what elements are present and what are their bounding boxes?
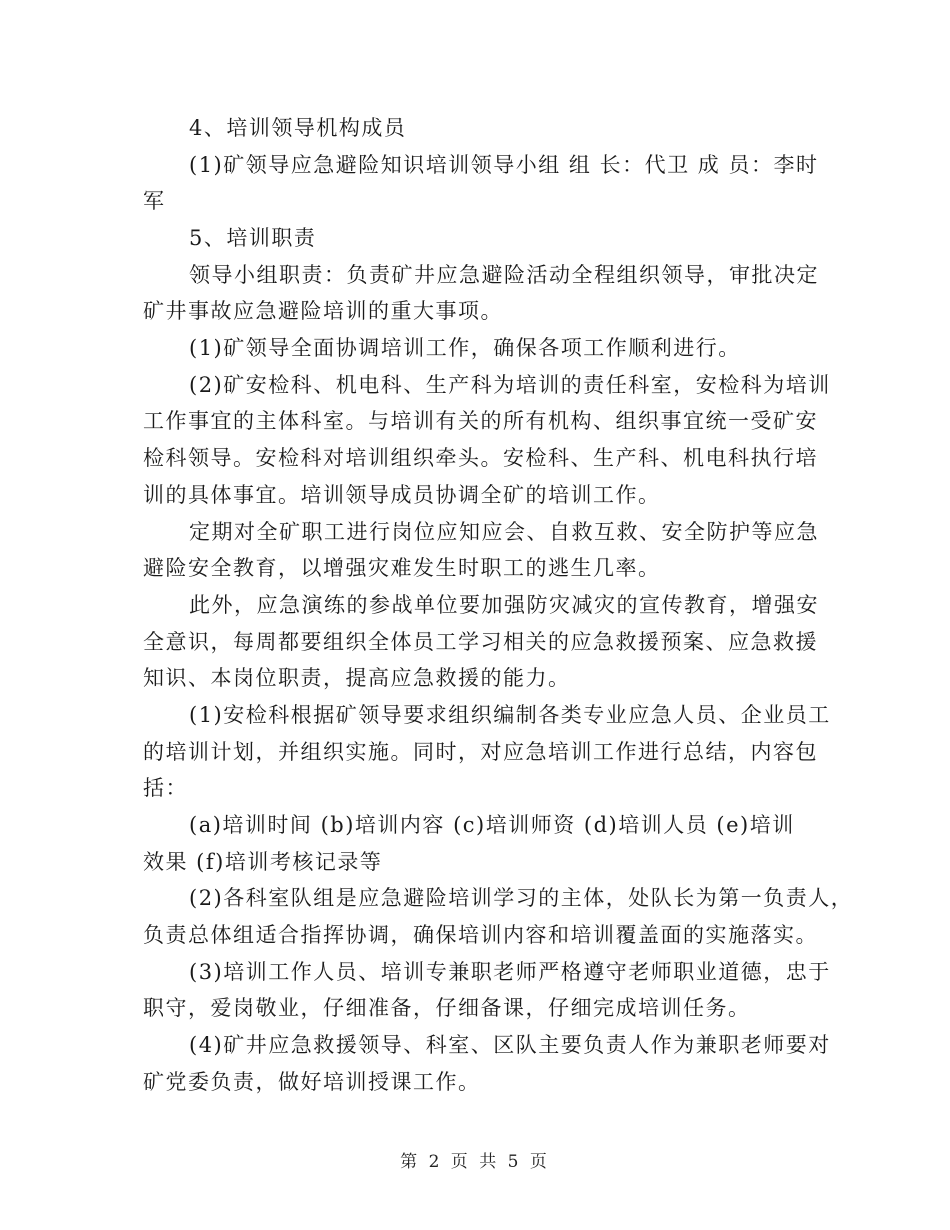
paragraph-line: (1)矿领导应急避险知识培训领导小组 组 长：代卫 成 员：李时 <box>189 153 819 177</box>
section-heading-5: 5、培训职责 <box>189 226 317 250</box>
paragraph-line: 全意识，每周都要组织全体员工学习相关的应急救援预案、应急救援 <box>143 630 818 654</box>
paragraph-line: (1)矿领导全面协调培训工作，确保各项工作顺利进行。 <box>189 336 741 360</box>
paragraph-line: 训的具体事宜。培训领导成员协调全矿的培训工作。 <box>143 483 661 507</box>
paragraph-line: 的培训计划，并组织实施。同时，对应急培训工作进行总结，内容包 <box>143 740 818 764</box>
paragraph-line: (2)矿安检科、机电科、生产科为培训的责任科室，安检科为培训 <box>189 373 831 397</box>
page-number-footer: 第 2 页 共 5 页 <box>400 1152 550 1172</box>
paragraph-line: 定期对全矿职工进行岗位应知应会、自救互救、安全防护等应急 <box>189 520 819 544</box>
paragraph-line: (4)矿井应急救援领导、科室、区队主要负责人作为兼职老师要对 <box>189 1033 831 1057</box>
paragraph-line: 矿井事故应急避险培训的重大事项。 <box>143 299 503 323</box>
section-heading-4: 4、培训领导机构成员 <box>189 116 407 140</box>
paragraph-line: 知识、本岗位职责，提高应急救援的能力。 <box>143 666 571 690</box>
paragraph-line: 职守，爱岗敬业，仔细准备，仔细备课，仔细完成培训任务。 <box>143 996 751 1020</box>
paragraph-line: (a)培训时间 (b)培训内容 (c)培训师资 (d)培训人员 (e)培训 <box>189 813 795 837</box>
paragraph-line: (1)安检科根据矿领导要求组织编制各类专业应急人员、企业员工 <box>189 703 831 727</box>
paragraph-line: 领导小组职责：负责矿井应急避险活动全程组织领导，审批决定 <box>189 263 819 287</box>
paragraph-line: (2)各科室队组是应急避险培训学习的主体，处队长为第一负责人， <box>189 886 854 910</box>
paragraph-line: 效果 (f)培训考核记录等 <box>143 850 383 874</box>
paragraph-line: 此外，应急演练的参战单位要加强防灾减灾的宣传教育，增强安 <box>189 593 819 617</box>
paragraph-line: (3)培训工作人员、培训专兼职老师严格遵守老师职业道德，忠于 <box>189 960 831 984</box>
paragraph-line: 矿党委负责，做好培训授课工作。 <box>143 1070 481 1094</box>
paragraph-line: 避险安全教育，以增强灾难发生时职工的逃生几率。 <box>143 556 661 580</box>
paragraph-line: 负责总体组适合指挥协调，确保培训内容和培训覆盖面的实施落实。 <box>143 923 818 947</box>
paragraph-line: 检科领导。安检科对培训组织牵头。安检科、生产科、机电科执行培 <box>143 446 818 470</box>
paragraph-line: 军 <box>143 189 166 213</box>
paragraph-line: 工作事宜的主体科室。与培训有关的所有机构、组织事宜统一受矿安 <box>143 409 818 433</box>
paragraph-line: 括： <box>143 776 188 800</box>
